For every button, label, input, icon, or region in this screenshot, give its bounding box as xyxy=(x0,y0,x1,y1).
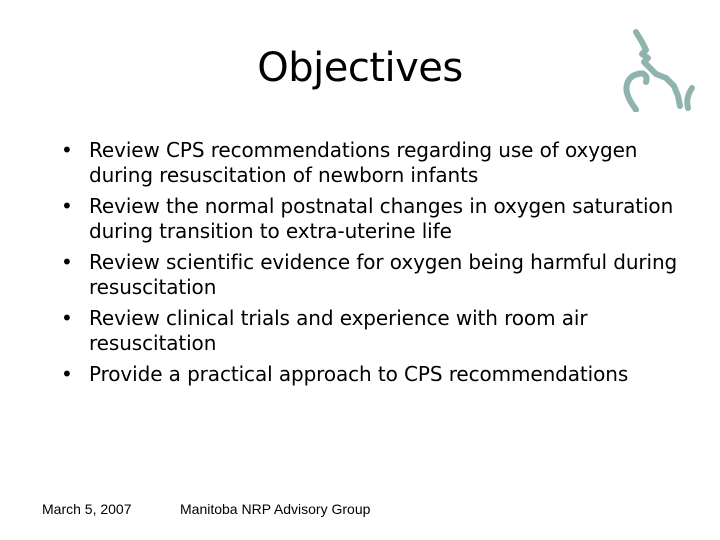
mother-and-baby-logo-icon xyxy=(618,26,698,112)
bullet-marker: • xyxy=(61,194,73,218)
bullet-marker: • xyxy=(61,138,73,162)
bullet-item xyxy=(56,250,686,300)
bullet-item xyxy=(56,306,686,356)
footer-organization: Manitoba NRP Advisory Group xyxy=(180,501,371,517)
bullet-item xyxy=(56,194,686,244)
bullet-marker: • xyxy=(61,306,73,330)
bullet-text: Review scientific evidence for oxygen being harmful during resuscitation xyxy=(89,250,678,299)
bullet-list xyxy=(56,138,686,393)
bullet-marker: • xyxy=(61,362,73,386)
slide-title: Objectives xyxy=(257,45,463,91)
bullet-item xyxy=(56,138,686,188)
bullet-text: Review the normal postnatal changes in oxygen saturation during transition to extra-uterine life xyxy=(89,194,674,243)
bullet-text: Provide a practical approach to CPS recommendations xyxy=(89,362,629,386)
bullet-text: Review CPS recommendations regarding use of oxygen during resuscitation of newborn infants xyxy=(89,138,638,187)
footer-date: March 5, 2007 xyxy=(42,501,132,517)
bullet-text: Review clinical trials and experience with room air resuscitation xyxy=(89,306,588,355)
bullet-item xyxy=(56,362,686,387)
bullet-marker: • xyxy=(61,250,73,274)
